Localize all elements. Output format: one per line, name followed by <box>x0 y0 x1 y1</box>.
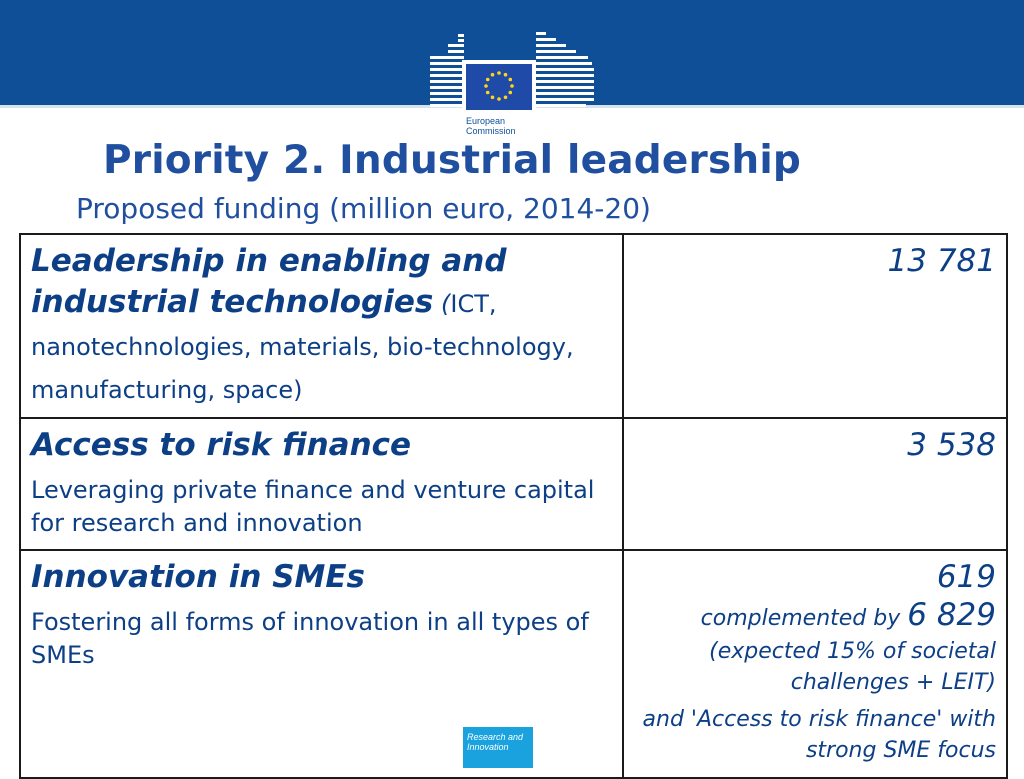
row-amount-cell <box>623 234 1007 418</box>
row-heading: Access to risk finance <box>31 427 412 463</box>
row-heading-text: Leadership in enabling and industrial technologies <box>31 243 507 320</box>
eu-flag-icon <box>466 64 532 110</box>
row-description: Fostering all forms of innovation in all types of SMEs <box>31 608 589 669</box>
row-heading-note: ICT, nanotechnologies, materials, bio-technology, manufacturing, space) <box>31 290 574 404</box>
table-row <box>20 234 1007 418</box>
complement-extra: and 'Access to risk finance' with strong SME focus <box>642 707 996 763</box>
row-label-cell <box>20 234 623 418</box>
row-amount: 619 <box>936 559 996 595</box>
complement-note: (expected 15% of societal challenges + LEIT) <box>709 639 996 695</box>
row-heading: Innovation in SMEs <box>31 559 365 595</box>
row-amount-cell <box>623 550 1007 778</box>
complement-line <box>634 597 996 634</box>
slide-subtitle: Proposed funding (million euro, 2014-20) <box>76 192 651 225</box>
research-innovation-badge <box>463 727 533 768</box>
row-amount-cell <box>623 418 1007 550</box>
badge-line1: Research and <box>467 732 524 742</box>
row-label-cell <box>20 418 623 550</box>
row-amount: 13 781 <box>887 243 996 279</box>
complement-prefix: complemented by <box>700 606 908 631</box>
logo-text-line2: Commission <box>466 126 516 136</box>
building-stripes-left <box>430 34 464 113</box>
complement-amount: 6 829 <box>907 597 996 633</box>
table-row <box>20 418 1007 550</box>
european-commission-logo <box>428 26 596 142</box>
slide-title: Priority 2. Industrial leadership <box>103 138 802 183</box>
building-stripes-right <box>536 32 594 107</box>
badge-line2: Innovation <box>467 742 509 752</box>
row-heading-note-open: ( <box>433 290 451 318</box>
row-description: Leveraging private finance and venture capital for research and innovation <box>31 476 595 537</box>
logo-text-line1: European <box>466 116 506 126</box>
row-heading <box>31 241 612 411</box>
logo-graphic <box>428 26 596 142</box>
funding-table <box>19 233 1008 779</box>
row-amount: 3 538 <box>907 427 996 463</box>
